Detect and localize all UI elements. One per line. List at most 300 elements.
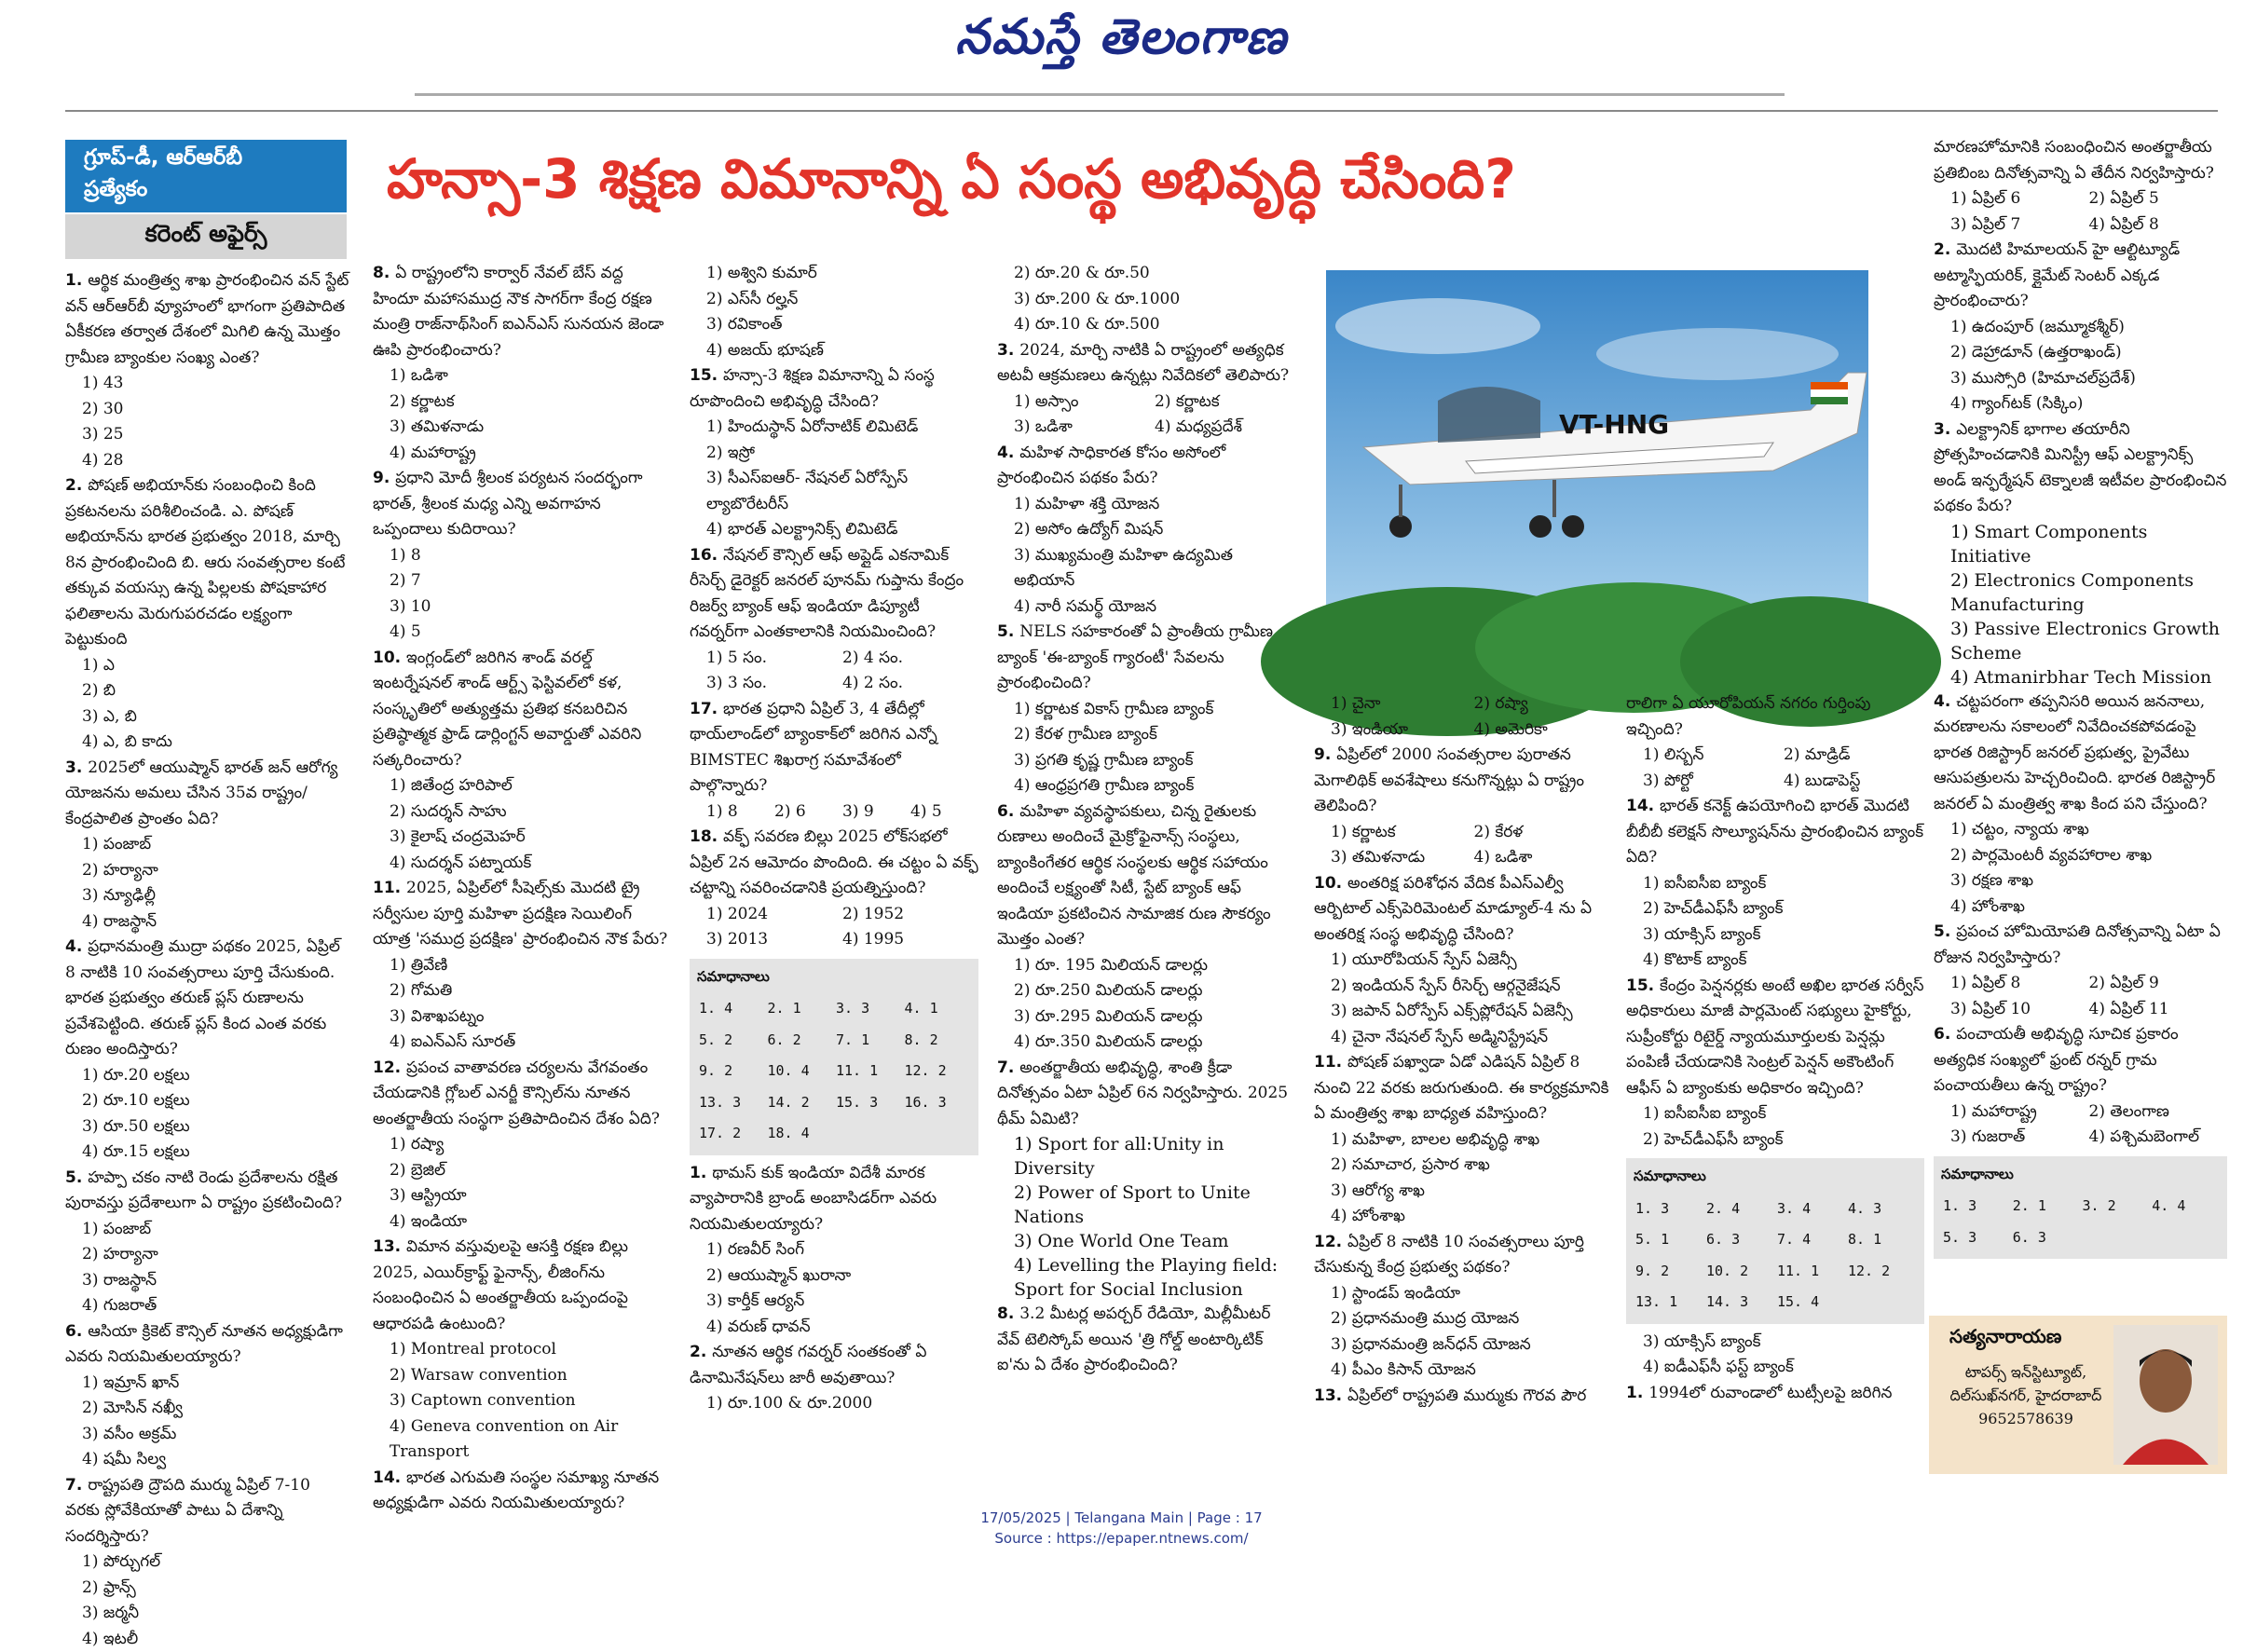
answer-option-row	[1934, 1125, 2227, 1151]
answer-option: 1) 5 సం.	[706, 646, 842, 672]
answer-key-cell: 14. 3	[1704, 1287, 1775, 1318]
question-text: 8. ఏ రాష్ట్రంలోని కార్వార్ నేవల్ బేస్ వద్ద హిందూ మహాసముద్ర నౌక సాగర్‌గా కేంద్ర రక్షణ మంత్రి రాజ్‌నాథ్‌సింగ్ ఐఎన్ఎస్ సునయన జెండా ఊపి ప్రారంభించారు?	[373, 261, 671, 363]
question-item	[997, 441, 1295, 621]
answer-option: 1) 8	[373, 543, 671, 569]
answer-key-row	[697, 1087, 971, 1119]
answer-option-row	[690, 902, 978, 928]
answer-option: 4) అజయ్ భూషణ్	[690, 338, 978, 364]
question-number: 7.	[997, 1058, 1019, 1077]
question-text: 6. మహిళా వ్యవస్థాపకులు, చిన్న రైతులకు రుణాలు అందించే మైక్రోఫైనాన్స్ సంస్థలు, బ్యాంకింగేతర ఆర్థిక సంస్థలకు ఆర్థిక సహాయం అందించే లక్ష్యంతో సిటీ, స్టేట్ బ్యాంక్ ఆఫ్ ఇండియా ప్రకటించిన సామాజిక రుణ సౌకర్యం మొత్తం ఎంత?	[997, 799, 1295, 953]
answer-option: 2) బి	[65, 678, 349, 704]
section-line2: ప్రత్యేకం	[65, 175, 347, 212]
footer-source: Source : https://epaper.ntnews.com/	[0, 1528, 2243, 1549]
answer-key-cell: 5. 2	[697, 1025, 766, 1057]
answer-key-cell: 3. 4	[1775, 1194, 1846, 1225]
answer-option: 3) 10	[373, 594, 671, 621]
question-text: రాలిగా ఏ యూరోపియన్ నగరం గుర్తింపు ఇచ్చింది?	[1626, 691, 1924, 743]
answer-key-table	[697, 993, 971, 1150]
answer-option: 4) ఎ, బి కాదు	[65, 730, 349, 756]
answer-option: 1) ఉదంపూర్ (జమ్మూకశ్మీర్)	[1934, 315, 2227, 341]
answer-option: 2) గోమతి	[373, 978, 671, 1004]
answer-key-cell: 13. 3	[697, 1087, 766, 1119]
answer-option: 2) సుదర్శన్ సాహు	[373, 799, 671, 826]
answer-key-cell	[903, 1118, 972, 1150]
answer-option: 1) పోర్చుగల్	[65, 1550, 349, 1576]
answer-key	[1934, 1156, 2227, 1260]
column-4	[997, 261, 1295, 1491]
answer-key-cell	[834, 1118, 903, 1150]
answer-option: 1) త్రివేణి	[373, 953, 671, 979]
answer-option-row	[1934, 212, 2227, 239]
answer-key-cell: 6. 2	[766, 1025, 835, 1057]
page-footer	[0, 1508, 2243, 1549]
answer-key-row	[1634, 1194, 1917, 1225]
question-number: 13.	[1314, 1386, 1347, 1405]
question-number: 4.	[997, 444, 1019, 462]
answer-option: 2) తెలంగాణ	[2089, 1099, 2228, 1126]
answer-option: 1) అశ్విని కుమార్	[690, 261, 978, 287]
answer-option: 2) హర్యానా	[65, 1242, 349, 1268]
question-number: 8.	[373, 264, 395, 282]
answer-option: 2) ఫ్రాన్స్	[65, 1576, 349, 1602]
answer-option: 2) హెచ్‌డీఎఫ్‌సీ బ్యాంక్	[1626, 1127, 1924, 1154]
column-1	[65, 268, 349, 1489]
answer-option: 3) తమిళనాడు	[373, 415, 671, 441]
column-7	[1934, 135, 2227, 1309]
question-text: 9. ఏప్రిల్‌లో 2000 సంవత్సరాల పురాతన మెగాలిథిక్ అవశేషాలు కనుగొన్నట్లు ఏ రాష్ట్రం తెలిపింది?	[1314, 743, 1617, 820]
answer-option: 3) తమిళనాడు	[1331, 845, 1474, 871]
answer-key-row	[697, 1025, 971, 1057]
answer-option: 3) ప్రగతి కృష్ణ గ్రామీణ బ్యాంక్	[997, 748, 1295, 774]
answer-option: 2) 1952	[842, 902, 978, 928]
answer-option: 1) 8	[706, 799, 774, 826]
question-number: 12.	[373, 1058, 406, 1077]
answer-key-table	[1634, 1194, 1917, 1318]
answer-option: 3) One World One Team	[997, 1229, 1295, 1253]
answer-option: 2) హర్యానా	[65, 858, 349, 884]
answer-key	[690, 959, 978, 1155]
question-item	[373, 261, 671, 466]
question-item	[373, 876, 671, 1056]
answer-option: 3) కైలాష్ చంద్రమెహర్	[373, 825, 671, 851]
answer-option: 3) యాక్సిస్ బ్యాంక్	[1626, 1330, 1924, 1356]
question-number: 12.	[1314, 1233, 1347, 1251]
question-number: 13.	[373, 1237, 406, 1256]
question-item	[1314, 871, 1617, 1051]
question-number: 6.	[1934, 1025, 1956, 1044]
question-number: 16.	[690, 546, 723, 565]
answer-option-row	[690, 927, 978, 953]
answer-option: 1) పంజాబ్	[65, 832, 349, 858]
answer-key-cell: 2. 4	[1704, 1194, 1775, 1225]
question-item	[690, 697, 978, 826]
question-number: 9.	[1314, 745, 1336, 764]
author-photo	[2113, 1325, 2218, 1465]
answer-option: 2) రూ.10 లక్షలు	[65, 1088, 349, 1114]
question-number: 1.	[65, 271, 88, 290]
question-item	[997, 1302, 1295, 1379]
question-item	[65, 268, 349, 473]
answer-option: 3) 25	[65, 422, 349, 448]
answer-option: 2) కేరళ	[1474, 820, 1618, 846]
question-number: 2.	[65, 476, 88, 495]
answer-option: 4) Geneva convention on Air Transport	[373, 1414, 671, 1466]
answer-option: 1) రూ.100 & రూ.2000	[690, 1391, 978, 1417]
question-text: 10. అంతరిక్ష పరిశోధన వేదిక పీఎస్ఎల్వీ ఆర్బిటాల్ ఎక్స్‌పెరిమెంటల్ మాడ్యూల్-4 ను ఏ అంతరిక్ష సంస్థ అభివృద్ధి చేసింది?	[1314, 871, 1617, 949]
answer-option: 3) న్యూఢిల్లీ	[65, 883, 349, 909]
answer-option: 4) పీఎం కిసాన్ యోజన	[1314, 1358, 1617, 1384]
masthead-rule	[415, 93, 1785, 96]
answer-key-cell: 3. 3	[834, 993, 903, 1025]
question-item	[690, 1340, 978, 1417]
answer-key-table	[1941, 1191, 2220, 1253]
answer-option: 4) ఐడీఎఫ్‌సీ ఫస్ట్ బ్యాంక్	[1626, 1355, 1924, 1381]
question-item	[65, 935, 349, 1166]
question-number: 8.	[997, 1304, 1019, 1323]
answer-option: 3) ప్రధానమంత్రి జన్‌ధన్ యోజన	[1314, 1332, 1617, 1358]
answer-option: 2) ఇస్రో	[690, 441, 978, 467]
question-number: 14.	[1626, 797, 1660, 815]
question-text: మారణహోమానికి సంబంధించిన అంతర్జాతీయ ప్రతిబింబ దినోత్సవాన్ని ఏ తేదీన నిర్వహిస్తారు?	[1934, 135, 2227, 186]
answer-option: 1) రణవీర్ సింగ్	[690, 1237, 978, 1263]
answer-key-cell: 18. 4	[766, 1118, 835, 1150]
question-item	[997, 1056, 1295, 1303]
question-text: 7. అంతర్జాతీయ అభివృద్ధి, శాంతి క్రీడా దినోత్సవం ఏటా ఏప్రిల్ 6న నిర్వహిస్తారు. 2025 థీమ్ ఏమిటి?	[997, 1056, 1295, 1133]
answer-option: 1) ఎ	[65, 653, 349, 679]
answer-option: 3) రూ.50 లక్షలు	[65, 1114, 349, 1140]
answer-key-cell: 6. 3	[2011, 1222, 2081, 1254]
answer-option: 4) ఆంధ్రప్రగతి గ్రామీణ బ్యాంక్	[997, 773, 1295, 799]
answer-key-title: సమాధానాలు	[1941, 1162, 2220, 1188]
question-number: 11.	[373, 879, 406, 897]
page-headline: హన్సా-3 శిక్షణ విమానాన్ని ఏ సంస్థ అభివృద్ధి చేసింది?	[387, 142, 1896, 216]
answer-option: 2) సమాచార, ప్రసార శాఖ	[1314, 1153, 1617, 1179]
answer-key-cell: 4. 3	[1846, 1194, 1917, 1225]
answer-option: 3) రాజస్థాన్	[65, 1268, 349, 1294]
answer-option: 2) బ్రెజిల్	[373, 1158, 671, 1184]
answer-option: 2) ఏప్రిల్ 9	[2089, 971, 2228, 997]
answer-option: 4) చైనా నేషనల్ స్పేస్ అడ్మినిస్ట్రేషన్	[1314, 1025, 1617, 1051]
question-text: 2. పోషణ్ అభియాన్‌కు సంబంధించి కింది ప్రకటనలను పరిశీలించండి. ఎ. పోషణ్ అభియాన్‌ను భారత ప్రభుత్వం 2018, మార్చి 8న ప్రారంభించింది బి. ఆరు సంవత్సరాల కంటే తక్కువ వయస్సు ఉన్న పిల్లలకు పోషకాహార ఫలితాలను మెరుగుపరచడం లక్ష్యంగా పెట్టుకుంది	[65, 473, 349, 653]
question-number: 1.	[690, 1164, 712, 1182]
answer-option: 3) జపాన్ ఏరోస్పేస్ ఎక్స్‌ప్లోరేషన్ ఏజెన్సీ	[1314, 999, 1617, 1025]
question-text: 10. ఇంగ్లండ్‌లో జరిగిన శాండ్ వరల్డ్ ఇంటర్నేషనల్ శాండ్ ఆర్ట్స్ ఫెస్టివల్‌లో కళ, సంస్కృతిలో అత్యుత్తమ ప్రతిభ కనబరిచిన ప్రతిష్ఠాత్మక ఫ్రాడ్ డార్లింగ్టన్ అవార్డుతో ఎవరిని సత్కరించారు?	[373, 646, 671, 774]
section-title: కరెంట్ అఫైర్స్	[65, 212, 347, 259]
question-text: 8. 3.2 మీటర్ల అపర్చర్ రేడియో, మిల్లీమీటర్ వేవ్ టెలిస్కోప్ అయిన 'త్రి గోల్డ్ అంటార్కిటిక్ ఐ'ను ఏ దేశం ప్రారంభించింది?	[997, 1302, 1295, 1379]
answer-key	[1626, 1158, 1924, 1324]
answer-option: 2) రూ.20 & రూ.50	[997, 261, 1295, 287]
answer-option: 4) నారీ సమర్థ్ యోజన	[997, 594, 1295, 621]
question-number: 15.	[1626, 976, 1660, 995]
question-text: 3. ఎలక్ట్రానిక్ భాగాల తయారీని ప్రోత్సహించడానికి మినిస్ట్రీ ఆఫ్ ఎలక్ట్రానిక్స్ అండ్ ఇన్ఫర్మేషన్ టెక్నాలజీ ఇటీవల ప్రారంభించిన పథకం పేరు?	[1934, 417, 2227, 520]
answer-key-cell: 5. 1	[1634, 1224, 1704, 1256]
answer-option: 1) మహిళా శక్తి యోజన	[997, 492, 1295, 518]
answer-option: 4) గ్యాంగ్‌టక్ (సిక్కిం)	[1934, 391, 2227, 417]
answer-option: 1) మహిళా, బాలల అభివృద్ధి శాఖ	[1314, 1127, 1617, 1154]
answer-option: 3) పోర్టో	[1643, 769, 1784, 795]
answer-option: 3) యాక్సిస్ బ్యాంక్	[1626, 922, 1924, 949]
author-name: సత్యనారాయణ	[1949, 1325, 2061, 1352]
question-text: 16. నేషనల్ కౌన్సిల్ ఆఫ్ అప్లైడ్ ఎకనామిక్ రీసెర్చ్ డైరెక్టర్ జనరల్ పూనమ్ గుప్తాను కేంద్రం రిజర్వ్ బ్యాంక్ ఆఫ్ ఇండియా డిప్యూటీ గవర్నర్‌గా ఎంతకాలానికి నియమించింది?	[690, 543, 978, 646]
answer-option: 2) ఇండియన్ స్పేస్ రీసెర్చ్ ఆర్గనైజేషన్	[1314, 974, 1617, 1000]
answer-option: 2) పార్లమెంటరీ వ్యవహారాల శాఖ	[1934, 843, 2227, 869]
question-text: 1. ఆర్థిక మంత్రిత్వ శాఖ ప్రారంభించిన వన్ స్టేట్ వన్ ఆర్ఆర్‌బీ వ్యూహంలో భాగంగా ప్రతిపాదిత ఏకీకరణ తర్వాత దేశంలో మిగిలి ఉన్న మొత్తం గ్రామీణ బ్యాంకుల సంఖ్య ఎంత?	[65, 268, 349, 371]
answer-option: 2) డెహ్రాడూన్ (ఉత్తరాఖండ్)	[1934, 340, 2227, 366]
answer-option-row	[1314, 717, 1617, 744]
answer-option-row	[1626, 743, 1924, 769]
question-text: 3. 2024, మార్చి నాటికి ఏ రాష్ట్రంలో అత్యధిక అటవీ ఆక్రమణలు ఉన్నట్లు నివేదికలో తెలిపారు?	[997, 338, 1295, 389]
question-number: 11.	[1314, 1053, 1347, 1072]
question-text: 14. భారత్ కనెక్ట్ ఉపయోగించి భారత్ మొదటి బీబీబీ కలెక్షన్ సొల్యూషన్‌ను ప్రారంభించిన బ్యాంక్ ఏది?	[1626, 794, 1924, 871]
answer-key-cell: 1. 3	[1941, 1191, 2011, 1222]
question-item	[373, 646, 671, 877]
answer-option: 3) ఎ, బి	[65, 704, 349, 730]
answer-option: 3) Passive Electronics Growth Scheme	[1934, 617, 2227, 665]
answer-option: 1) 2024	[706, 902, 842, 928]
question-item	[1626, 794, 1924, 974]
answer-option: 3) వసీం అక్రమ్	[65, 1422, 349, 1448]
question-item	[1934, 417, 2227, 689]
question-number: 5.	[1934, 922, 1956, 941]
answer-option: 1) పంజాబ్	[65, 1217, 349, 1243]
answer-option: 2) 30	[65, 397, 349, 423]
question-item	[1934, 135, 2227, 238]
answer-key-cell: 6. 3	[1704, 1224, 1775, 1256]
answer-option-row	[690, 646, 978, 672]
question-text: 15. హన్సా-3 శిక్షణ విమానాన్ని ఏ సంస్థ రూపొందించి అభివృద్ధి చేసింది?	[690, 363, 978, 415]
column-6	[1626, 691, 1924, 1491]
answer-key-cell: 11. 1	[834, 1056, 903, 1087]
answer-key-row	[1941, 1191, 2220, 1222]
answer-option: 2) హెచ్‌డీఎఫ్‌సీ బ్యాంక్	[1626, 896, 1924, 922]
author-profile	[1929, 1316, 2227, 1474]
answer-option: 1) స్టాండప్ ఇండియా	[1314, 1281, 1617, 1307]
answer-key-row	[697, 1056, 971, 1087]
question-number: 2.	[690, 1343, 712, 1361]
answer-option-row	[1314, 820, 1617, 846]
answer-key-cell: 15. 4	[1775, 1287, 1846, 1318]
answer-option: 4) రూ.350 మిలియన్ డాలర్లు	[997, 1030, 1295, 1056]
answer-key-cell: 16. 3	[903, 1087, 972, 1119]
question-text: 5. ప్రపంచ హోమియోపతి దినోత్సవాన్ని ఏటా ఏ రోజున నిర్వహిస్తారు?	[1934, 920, 2227, 971]
answer-option: 3) ముస్సోరి (హిమాచల్‌ప్రదేశ్)	[1934, 366, 2227, 392]
answer-option: 1) ఐసీఐసీఐ బ్యాంక్	[1626, 871, 1924, 897]
question-text: 4. ప్రధానమంత్రి ముద్రా పథకం 2025, ఏప్రిల్ 8 నాటికి 10 సంవత్సరాలు పూర్తి చేసుకుంది. భారత ప్రభుత్వం తరుణ్ ప్లస్ రుణాలను ప్రవేశపెట్టింది. తరుణ్ ప్లస్ కింద ఎంత వరకు రుణం అందిస్తారు?	[65, 935, 349, 1063]
answer-option: 3) 9	[842, 799, 910, 826]
answer-option: 3) రక్షణ శాఖ	[1934, 868, 2227, 894]
answer-option: 3) రూ.295 మిలియన్ డాలర్లు	[997, 1004, 1295, 1031]
answer-option: 4) ఇండియా	[373, 1209, 671, 1236]
masthead	[0, 0, 2243, 102]
question-item	[373, 1056, 671, 1236]
answer-key-cell	[2150, 1222, 2220, 1254]
answer-option: 4) రాజస్థాన్	[65, 909, 349, 935]
section-box	[65, 140, 347, 259]
answer-option: 1) చట్టం, న్యాయ శాఖ	[1934, 817, 2227, 843]
answer-option: 3) ఇండియా	[1331, 717, 1474, 744]
answer-option: 3) 3 సం.	[706, 671, 842, 697]
answer-option: 1) ఏప్రిల్ 6	[1950, 186, 2089, 212]
answer-option: 1) జితేంద్ర హరిపాల్	[373, 773, 671, 799]
answer-key-title: సమాధానాలు	[697, 964, 971, 990]
answer-key-row	[1941, 1222, 2220, 1254]
question-number: 2.	[1934, 240, 1956, 259]
question-text: 12. ప్రపంచ వాతావరణ చర్యలను వేగవంతం చేయడానికి గ్లోబల్ ఎనర్జీ కౌన్సిల్‌ను నూతన అంతర్జాతీయ సంస్థగా ప్రతిపాదించిన దేశం ఏది?	[373, 1056, 671, 1133]
question-text: 7. రాష్ట్రపతి ద్రౌపది ముర్ము ఏప్రిల్ 7-10 వరకు స్లోవేకియాతో పాటు ఏ దేశాన్ని సందర్శిస్తారు?	[65, 1473, 349, 1550]
answer-option: 4) హోంశాఖ	[1314, 1204, 1617, 1230]
question-item	[1314, 691, 1617, 743]
answer-option: 4) ఏప్రిల్ 11	[2089, 997, 2228, 1023]
question-text: 12. ఏప్రిల్ 8 నాటికి 10 సంవత్సరాలు పూర్తి చేసుకున్న కేంద్ర ప్రభుత్వ పథకం?	[1314, 1230, 1617, 1281]
answer-option: 2) Power of Sport to Unite Nations	[997, 1181, 1295, 1229]
answer-key-row	[1634, 1224, 1917, 1256]
answer-option-row	[1934, 186, 2227, 212]
answer-option: 1) యూరోపియన్ స్పేస్ ఏజెన్సీ	[1314, 948, 1617, 974]
answer-key-cell: 8. 2	[903, 1025, 972, 1057]
question-item	[1314, 1050, 1617, 1230]
column-5	[1314, 691, 1617, 1491]
question-item	[65, 756, 349, 935]
question-text: 14. భారత ఎగుమతి సంస్థల సమాఖ్య నూతన అధ్యక్షుడిగా ఎవరు నియమితులయ్యారు?	[373, 1466, 671, 1517]
answer-option: 4) Levelling the Playing field: Sport for Social Inclusion	[997, 1253, 1295, 1302]
answer-option: 3) సీఎస్ఐఆర్- నేషనల్ ఏరోస్పేస్ ల్యాబొరేటరీస్	[690, 466, 978, 517]
answer-option: 4) అమెరికా	[1474, 717, 1618, 744]
question-item	[1314, 1384, 1617, 1410]
answer-option-row	[1314, 845, 1617, 871]
answer-option: 2) రూ.250 మిలియన్ డాలర్లు	[997, 978, 1295, 1004]
answer-key-cell: 10. 2	[1704, 1256, 1775, 1288]
question-number: 7.	[65, 1476, 88, 1495]
answer-option: 3) ఆరోగ్య శాఖ	[1314, 1179, 1617, 1205]
answer-option: 2) Warsaw convention	[373, 1363, 671, 1389]
answer-option: 3) రవికాంత్	[690, 312, 978, 338]
question-item	[690, 1161, 978, 1341]
answer-option: 1) 43	[65, 371, 349, 397]
answer-option: 3) 2013	[706, 927, 842, 953]
question-text: 4. చట్టపరంగా తప్పనిసరి అయిన జననాలు, మరణాలను సకాలంలో నివేదించకపోవడంపై భారత రిజిస్ట్రార్ జనరల్ ప్రభుత్వ, ప్రైవేటు ఆసుపత్రులను హెచ్చరించింది. భారత రిజిస్ట్రార్ జనరల్ ఏ మంత్రిత్వ శాఖ కింద పని చేస్తుంది?	[1934, 689, 2227, 818]
answer-option: 1) చైనా	[1331, 691, 1474, 717]
question-number: 5.	[997, 622, 1019, 641]
answer-key-cell	[2081, 1222, 2151, 1254]
author-phone: 9652578639	[1942, 1407, 2110, 1430]
answer-option: 4) ఏప్రిల్ 8	[2089, 212, 2228, 239]
answer-key-cell: 7. 1	[834, 1025, 903, 1057]
question-number: 10.	[373, 649, 406, 667]
answer-option: 1) హిందుస్థాన్ ఏరోనాటిక్ లిమిటెడ్	[690, 415, 978, 441]
answer-option: 1) రూ. 195 మిలియన్ డాలర్లు	[997, 953, 1295, 979]
answer-option: 1) Montreal protocol	[373, 1337, 671, 1363]
answer-option: 2) 6	[774, 799, 842, 826]
question-text: 11. 2025, ఏప్రిల్‌లో సీషెల్స్‌కు మొదటి ట్రై సర్వీసుల పూర్తి మహిళా ప్రదక్షిణ సెయిలింగ్ యాత్ర 'సముద్ర ప్రదక్షిణ' ప్రారంభించిన నౌక పేరు?	[373, 876, 671, 953]
answer-key-cell: 14. 2	[766, 1087, 835, 1119]
answer-option: 4) Atmanirbhar Tech Mission	[1934, 665, 2227, 689]
answer-option: 1) ఐసీఐసీఐ బ్యాంక్	[1626, 1101, 1924, 1127]
question-number: 14.	[373, 1468, 406, 1487]
answer-option: 2) అసోం ఉద్యోగ్ మిషన్	[997, 517, 1295, 543]
answer-option: 2) ఎస్‌సీ రల్హన్	[690, 287, 978, 313]
question-item	[690, 261, 978, 363]
answer-option: 1) అస్సాం	[1014, 389, 1155, 416]
question-number: 3.	[65, 758, 88, 777]
question-number: 5.	[65, 1168, 88, 1187]
answer-option: 4) ఐఎన్ఎస్ సూరత్	[373, 1030, 671, 1056]
answer-option: 4) మహారాష్ట్ర	[373, 441, 671, 467]
question-item	[1314, 1230, 1617, 1384]
answer-option: 4) 5	[373, 620, 671, 646]
answer-key-cell: 1. 4	[697, 993, 766, 1025]
question-item	[1934, 1022, 2227, 1151]
question-text: 4. మహిళ సాధికారత కోసం అసోంలో ప్రారంభించిన పథకం పేరు?	[997, 441, 1295, 492]
column-3	[690, 261, 978, 1491]
question-number: 4.	[1934, 692, 1956, 711]
question-text: 1. థామస్ కుక్ ఇండియా విదేశీ మారక వ్యాపారానికి బ్రాండ్ అంబాసిడర్‌గా ఎవరు నియమితులయ్యారు?	[690, 1161, 978, 1238]
question-number: 18.	[690, 827, 723, 846]
aircraft-photo	[1326, 270, 1868, 685]
author-details	[1942, 1360, 2110, 1430]
question-item	[1626, 1330, 1924, 1381]
answer-option: 3) ముఖ్యమంత్రి మహిళా ఉద్యమిత అభియాన్	[997, 543, 1295, 594]
question-number: 4.	[65, 937, 88, 956]
question-item	[65, 473, 349, 756]
question-item	[1314, 743, 1617, 871]
answer-option: 1) రష్యా	[373, 1132, 671, 1158]
answer-option: 1) ఒడిశా	[373, 363, 671, 389]
question-number: 3.	[997, 341, 1019, 360]
answer-option: 3) రూ.200 & రూ.1000	[997, 287, 1295, 313]
answer-key-cell: 12. 2	[1846, 1256, 1917, 1288]
answer-option: 2) ప్రధానమంత్రి ముద్ర యోజన	[1314, 1306, 1617, 1332]
answer-option-row	[1934, 1099, 2227, 1126]
question-number: 10.	[1314, 874, 1347, 893]
answer-option: 1) కర్ణాటక	[1331, 820, 1474, 846]
answer-option: 1) మహారాష్ట్ర	[1950, 1099, 2089, 1126]
question-text: 5. హప్పా చకం నాటి రెండు ప్రదేశాలను రక్షిత పురావస్తు ప్రదేశాలుగా ఏ రాష్ట్రం ప్రకటించింది?	[65, 1166, 349, 1217]
answer-option: 1) ఏప్రిల్ 8	[1950, 971, 2089, 997]
answer-option: 4) ఒడిశా	[1474, 845, 1618, 871]
newspaper-logo: నమస్తే తెలంగాణ	[0, 0, 2243, 75]
answer-key-cell: 8. 1	[1846, 1224, 1917, 1256]
question-text: 5. NELS సహకారంతో ఏ ప్రాంతీయ గ్రామీణ బ్యాంక్ 'ఈ-బ్యాంక్ గ్యారంటీ' సేవలను ప్రారంభించింది?	[997, 620, 1295, 697]
answer-option: 4) భారత్ ఎలక్ట్రానిక్స్ లిమిటెడ్	[690, 517, 978, 543]
section-line1: గ్రూప్-డీ, ఆర్ఆర్‌బీ	[65, 140, 347, 175]
answer-key-cell: 17. 2	[697, 1118, 766, 1150]
answer-option: 2) మోసిన్ నఖ్వీ	[65, 1396, 349, 1422]
question-text: 6. ఆసియా క్రికెట్ కౌన్సిల్ నూతన అధ్యక్షుడిగా ఎవరు నియమితులయ్యారు?	[65, 1319, 349, 1371]
question-item	[1934, 689, 2227, 921]
answer-key-cell	[1846, 1287, 1917, 1318]
answer-option: 3) ఒడిశా	[1014, 415, 1155, 441]
question-item	[1626, 974, 1924, 1154]
answer-option: 4) హోంశాఖ	[1934, 894, 2227, 921]
question-text: 6. పంచాయతీ అభివృద్ధి సూచిక ప్రకారం అత్యధిక సంఖ్యలో ఫ్రంట్ రన్నర్ గ్రామ పంచాయతీలు ఉన్న రాష్ట్రం?	[1934, 1022, 2227, 1099]
question-item	[65, 1473, 349, 1652]
answer-key-cell: 5. 3	[1941, 1222, 2011, 1254]
answer-option-row	[690, 799, 978, 826]
answer-key-cell: 2. 1	[766, 993, 835, 1025]
answer-key-cell: 15. 3	[834, 1087, 903, 1119]
question-item	[1626, 1381, 1924, 1407]
answer-option: 2) ఆయుష్మాన్ ఖురానా	[690, 1263, 978, 1290]
aircraft-image	[1326, 270, 1868, 685]
aircraft-tail-number: VT-HNG	[1559, 409, 1669, 440]
question-number: 6.	[65, 1322, 88, 1341]
header-divider	[65, 110, 2218, 112]
answer-option: 3) ఏప్రిల్ 7	[1950, 212, 2089, 239]
answer-option: 4) బుడాపెస్ట్	[1784, 769, 1924, 795]
answer-option: 4) కొటాక్ బ్యాంక్	[1626, 948, 1924, 974]
answer-option: 1) Sport for all:Unity in Diversity	[997, 1132, 1295, 1181]
question-text: 11. పోషణ్ పఖ్వాడా ఏడో ఎడిషన్ ఏప్రిల్ 8 నుంచి 22 వరకు జరుగుతుంది. ఈ కార్యక్రమానికి ఏ మంత్రిత్వ శాఖ బాధ్యత వహిస్తుంది?	[1314, 1050, 1617, 1127]
